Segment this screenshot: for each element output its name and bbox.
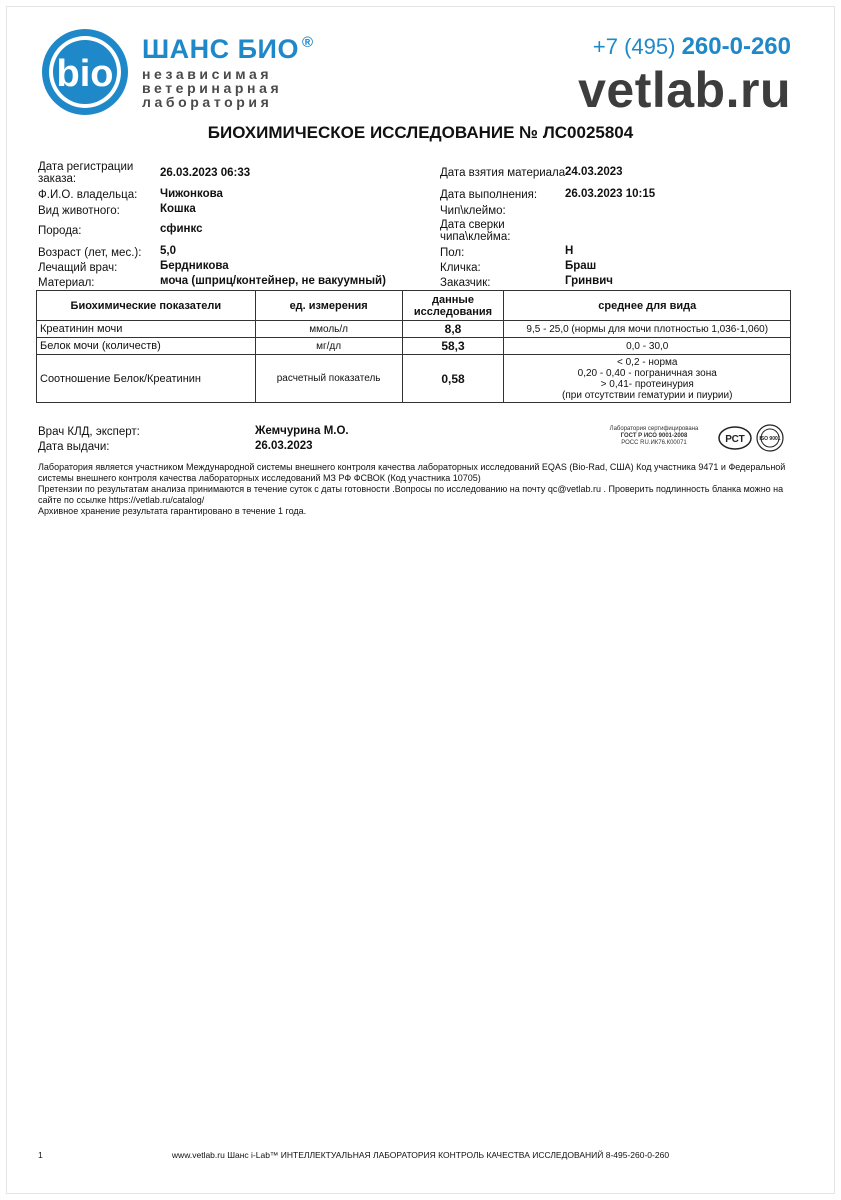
- issue-date-label: Дата выдачи:: [38, 441, 110, 453]
- table-row: [37, 355, 791, 403]
- brand-name: ШАНС БИО ®: [142, 34, 314, 64]
- website-logo: vetlab.ru: [578, 62, 791, 118]
- material-label: Материал:: [38, 277, 95, 289]
- sample-date-value: 24.03.2023: [565, 166, 623, 178]
- owner-value: Чижонкова: [160, 188, 223, 200]
- done-date-value: 26.03.2023 10:15: [565, 188, 656, 200]
- notes-block: [38, 462, 790, 517]
- col-header-result: данные исследования: [402, 291, 504, 321]
- reference-line: < 0,2 - норма: [616, 356, 678, 368]
- certification-text: Лаборатория сертифицирована ГОСТ Р ИСО 9001-2008 РОСС RU.ИК76.К00071: [609, 426, 699, 446]
- row-value: 8,8: [402, 321, 504, 338]
- pct-certification-icon: [718, 426, 752, 450]
- document-title: БИОХИМИЧЕСКОЕ ИССЛЕДОВАНИЕ № ЛС0025804: [207, 123, 634, 142]
- reference-line: > 0,41- протеинурия: [600, 378, 694, 390]
- species-value: Кошка: [160, 203, 196, 215]
- age-value: 5,0: [160, 245, 176, 257]
- row-reference: [504, 355, 791, 403]
- note-archive: Архивное хранение результата гарантировано в течение 1 года.: [38, 506, 307, 516]
- row-parameter: Соотношение Белок/Креатинин: [37, 355, 256, 403]
- table-row: [37, 338, 791, 355]
- issue-date-value: 26.03.2023: [255, 440, 313, 452]
- svg-text:РСТ: РСТ: [725, 434, 745, 445]
- chip-label: Чип\клеймо:: [440, 205, 506, 217]
- row-unit: мг/дл: [255, 338, 402, 355]
- brand-sub-3: лаборатория: [142, 94, 273, 110]
- row-value: 58,3: [402, 338, 504, 355]
- results-table: [36, 290, 791, 403]
- doctor-name: Жемчурина М.О.: [255, 425, 349, 437]
- breed-label: Порода:: [38, 225, 82, 237]
- done-date-label: Дата выполнения:: [440, 189, 538, 201]
- col-header-reference: среднее для вида: [504, 291, 791, 321]
- svg-text:ISO 9001: ISO 9001: [759, 436, 781, 442]
- sample-date-label: Дата взятия материала: [440, 167, 566, 179]
- vet-value: Бердникова: [160, 260, 229, 272]
- doctor-label: Врач КЛД, эксперт:: [38, 426, 140, 438]
- table-header: [37, 291, 791, 321]
- pet-name-value: Браш: [565, 260, 597, 272]
- owner-label: Ф.И.О. владельца:: [38, 189, 138, 201]
- note-claims: Претензии по результатам анализа принимаются в течение суток с даты готовности .Вопросы по исследованию на почту qc@vetlab.ru . Проверить подлинность бланка можно на сайте по ссылке https://vetlab.ru/catalog/: [38, 484, 784, 505]
- breed-value: сфинкс: [160, 223, 203, 235]
- page-footer: www.vetlab.ru Шанс i-Lab™ ИНТЕЛЛЕКТУАЛЬНАЯ ЛАБОРАТОРИЯ КОНТРОЛЬ КАЧЕСТВА ИССЛЕДОВАНИЙ 8-495-260-0-260: [171, 1150, 670, 1160]
- customer-label: Заказчик:: [440, 277, 491, 289]
- sex-label: Пол:: [440, 247, 465, 259]
- reg-date-value: 26.03.2023 06:33: [160, 167, 251, 179]
- table-row: [37, 321, 791, 338]
- col-header-parameter: Биохимические показатели: [37, 291, 256, 321]
- vet-label: Лечащий врач:: [38, 262, 118, 274]
- reference-line: (при отсутствии гематурии и пиурии): [562, 389, 733, 401]
- pet-name-label: Кличка:: [440, 262, 481, 274]
- row-unit: ммоль/л: [255, 321, 402, 338]
- row-reference: 9,5 - 25,0 (нормы для мочи плотностью 1,036-1,060): [504, 321, 791, 338]
- row-parameter: Креатинин мочи: [37, 321, 256, 338]
- brand-sub-2: ветеринарная: [142, 80, 283, 96]
- species-label: Вид животного:: [38, 205, 120, 217]
- reference-line: 0,20 - 0,40 - пограничная зона: [577, 367, 717, 379]
- reg-date-label: Дата регистрации заказа:: [38, 161, 134, 185]
- phone-number: +7 (495) 260-0-260: [592, 33, 791, 60]
- customer-value: Гринвич: [565, 275, 613, 287]
- material-value: моча (шприц/контейнер, не вакуумный): [160, 275, 386, 287]
- row-value: 0,58: [402, 355, 504, 403]
- row-unit: расчетный показатель: [255, 355, 402, 403]
- note-eqas: Лаборатория является участником Международной системы внешнего контроля качества лабораторных исследований EQAS (Bio-Rad, США) Код участника 9471 и Федеральной системы внешнего контроля качества лабораторных исследований МЗ РФ ФСВОК (Код участника 10705): [38, 462, 786, 483]
- page-number: 1: [38, 1150, 43, 1160]
- bio-logo-icon: [40, 27, 130, 117]
- age-label: Возраст (лет, мес.):: [38, 247, 142, 259]
- brand-sub-1: независимая: [142, 66, 273, 82]
- chip-check-label: Дата сверки чипа\клейма:: [440, 219, 511, 243]
- row-parameter: Белок мочи (количеств): [37, 338, 256, 355]
- iso-certification-icon: [756, 424, 784, 452]
- col-header-unit: ед. измерения: [255, 291, 402, 321]
- logo-text: bio: [56, 53, 114, 95]
- sex-value: Н: [565, 245, 574, 257]
- row-reference: 0,0 - 30,0: [504, 338, 791, 355]
